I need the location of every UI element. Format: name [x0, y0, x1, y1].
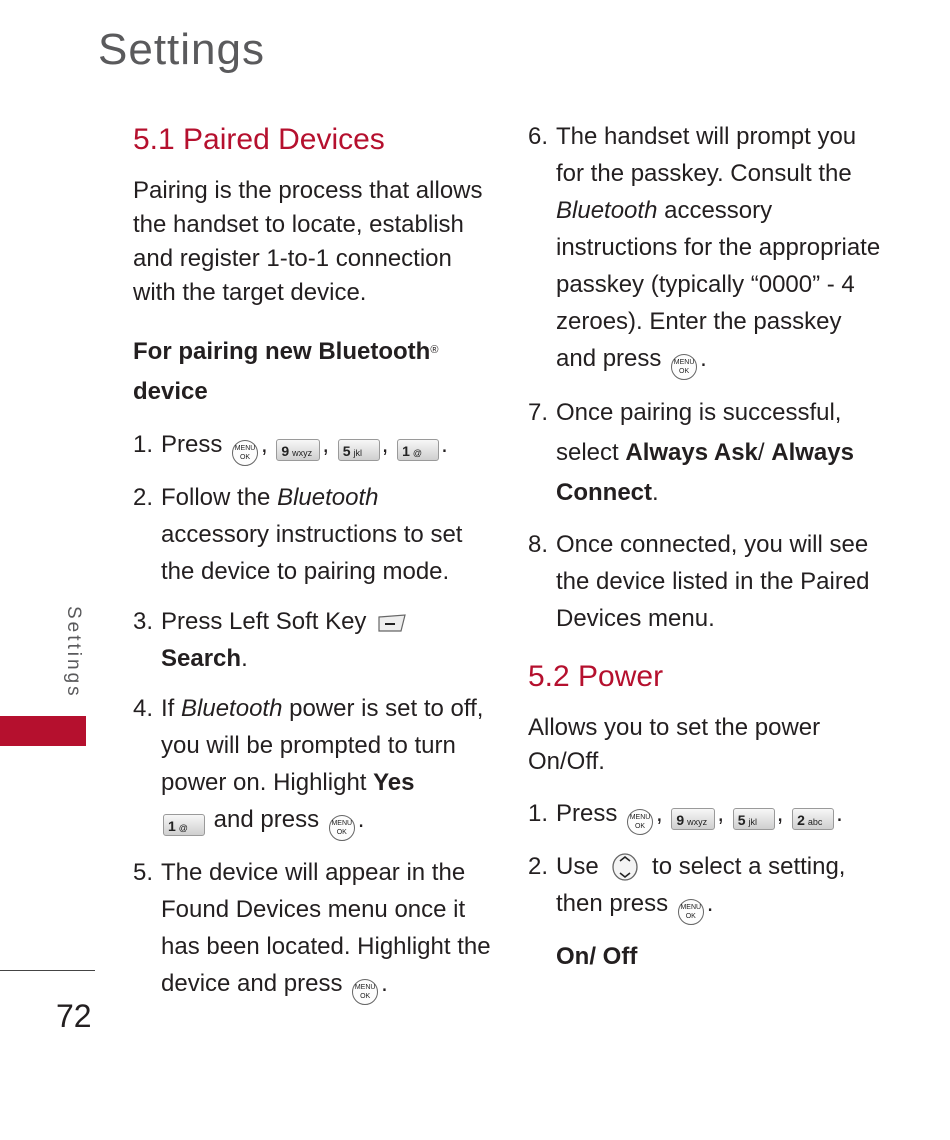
pairing-subheading: For pairing new Bluetooth® device: [133, 338, 439, 405]
step-7: 7. Once pairing is successful, select Always Ask/ Always Connect.: [528, 399, 854, 506]
right-column: [528, 118, 888, 975]
step-2: 2. Follow the Bluetooth accessory instructions to set the device to pairing mode.: [133, 484, 463, 585]
key-9-icon: 9 wxyz: [276, 439, 320, 461]
menu-ok-key-icon: MENU OK: [329, 815, 355, 841]
menu-ok-key-icon: MENU OK: [627, 809, 653, 835]
power-step-2: 2. Use to select a setting, then press MENU OK .: [528, 848, 888, 925]
power-step-1: 1. Press MENU OK , 9 wxyz , 5 jkl , 2 abc .: [528, 795, 888, 835]
side-tab-marker: [0, 716, 86, 746]
paired-intro: Pairing is the process that allows the handset to locate, establish and register 1-to-1 connection with the target device.: [133, 177, 483, 306]
page-title: Settings: [98, 25, 265, 74]
menu-ok-key-icon: MENU OK: [232, 440, 258, 466]
section-heading-power: 5.2 Power: [528, 660, 664, 693]
step-5: 5. The device will appear in the Found Devices menu once it has been located. Highlight the device and press MENU OK .: [133, 854, 493, 1005]
key-9-icon: 9 wxyz: [671, 808, 715, 830]
side-tab-label: Settings: [63, 606, 84, 699]
key-5-icon: 5 jkl: [338, 439, 380, 461]
menu-ok-key-icon: MENU OK: [678, 899, 704, 925]
key-5-icon: 5 jkl: [733, 808, 775, 830]
left-soft-key-icon: [377, 613, 409, 633]
power-options: On/ Off: [556, 943, 638, 970]
key-1-icon: 1 @: [163, 814, 205, 836]
footer-rule: [0, 970, 95, 971]
pairing-steps-continued: [528, 118, 888, 637]
power-intro: Allows you to set the power On/Off.: [528, 714, 821, 775]
key-1-icon: 1 @: [397, 439, 439, 461]
pairing-steps: [133, 426, 493, 1005]
step-6: 6. The handset will prompt you for the passkey. Consult the Bluetooth accessory instructions for the appropriate passkey (typically “0000” - 4 zeroes). Enter the passkey and press MENU OK .: [528, 118, 888, 380]
menu-ok-key-icon: MENU OK: [671, 354, 697, 380]
menu-ok-key-icon: MENU OK: [352, 979, 378, 1005]
step-1: 1. Press MENU OK , 9 wxyz , 5 jkl , 1 @ .: [133, 426, 493, 466]
page-number: 72: [56, 998, 92, 1034]
navigation-key-up-down-icon: [611, 852, 639, 882]
step-8: 8. Once connected, you will see the device listed in the Paired Devices menu.: [528, 531, 870, 632]
section-heading-paired-devices: 5.1 Paired Devices: [133, 123, 385, 156]
step-4: 4. If Bluetooth power is set to off, you will be prompted to turn power on. Highlight Yes 1 @ and press MENU OK .: [133, 690, 493, 841]
key-2-icon: 2 abc: [792, 808, 834, 830]
left-column: [133, 118, 493, 1018]
power-steps: [528, 795, 888, 925]
step-3: 3. Press Left Soft Key Search.: [133, 603, 493, 677]
